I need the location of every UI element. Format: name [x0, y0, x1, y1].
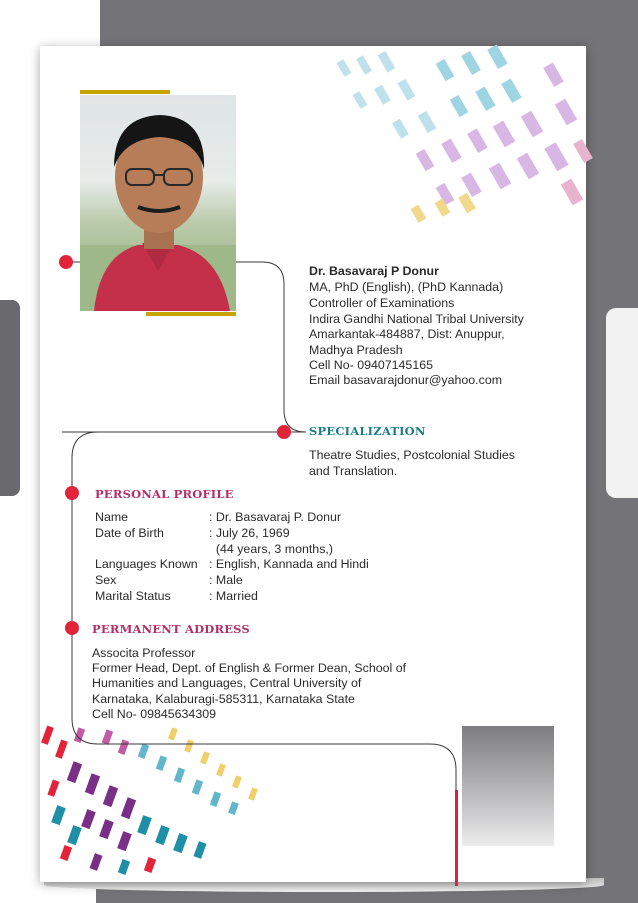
profile-label: Sex [95, 573, 117, 588]
address-line-2: Former Head, Dept. of English & Former Dean, School of [92, 661, 407, 675]
personal-profile-table [95, 510, 369, 605]
address-line-1: Associta Professor [92, 646, 196, 660]
specialization-heading: SPECIALIZATION [309, 424, 426, 438]
profile-label: Date of Birth [95, 525, 164, 540]
timeline-dot-personal [65, 486, 79, 500]
profile-label: Name [95, 510, 129, 524]
person-name: Dr. Basavaraj P Donur [309, 264, 439, 278]
profile-value: : Dr. Basavaraj P. Donur [209, 510, 341, 524]
profile-value: : Married [209, 588, 258, 603]
person-degrees: MA, PhD (English), (PhD Kannada) [309, 280, 504, 294]
profile-label: Languages Known [95, 557, 198, 572]
profile-value: : Male [209, 573, 243, 588]
red-decor-line [455, 790, 458, 886]
photo-bottom-bar [146, 312, 236, 316]
timeline-dot-specialization [277, 425, 291, 439]
timeline-dot-address [65, 621, 79, 635]
profile-row [95, 542, 369, 558]
profile-photo [80, 95, 236, 311]
profile-row [95, 589, 369, 605]
specialization-line-1: Theatre Studies, Postcolonial Studies [309, 448, 515, 462]
profile-row [95, 557, 369, 573]
profile-value: : English, Kannada and Hindi [209, 557, 369, 572]
profile-row [95, 526, 369, 542]
person-address-1: Amarkantak-484887, Dist: Anuppur, [309, 327, 505, 341]
address-line-3: Humanities and Languages, Central University of [92, 676, 362, 690]
person-address-2: Madhya Pradesh [309, 343, 403, 357]
person-email: Email basavarajdonur@yahoo.com [309, 373, 503, 387]
permanent-address-heading: PERMANENT ADDRESS [92, 622, 250, 636]
person-university: Indira Gandhi National Tribal University [309, 312, 524, 326]
profile-value: (44 years, 3 months,) [209, 541, 333, 556]
grey-decor-box [462, 726, 554, 846]
personal-profile-heading: PERSONAL PROFILE [95, 487, 234, 501]
address-line-4: Karnataka, Kalaburagi-585311, Karnataka State [92, 692, 355, 706]
photo-top-bar [80, 90, 170, 94]
person-cell: Cell No- 09407145165 [309, 358, 433, 372]
specialization-line-2: and Translation. [309, 464, 398, 478]
address-line-5: Cell No- 09845634309 [92, 707, 216, 721]
bottom-left-pattern [41, 726, 258, 875]
profile-label: Marital Status [95, 588, 171, 603]
person-portrait [80, 95, 236, 311]
person-position: Controller of Examinations [309, 296, 455, 310]
profile-row [95, 573, 369, 589]
timeline-dot-name [59, 255, 73, 269]
profile-label [95, 542, 209, 558]
top-right-pattern [337, 44, 593, 222]
profile-value: : July 26, 1969 [209, 525, 290, 540]
profile-row [95, 510, 369, 526]
timeline-line-2 [72, 432, 456, 790]
